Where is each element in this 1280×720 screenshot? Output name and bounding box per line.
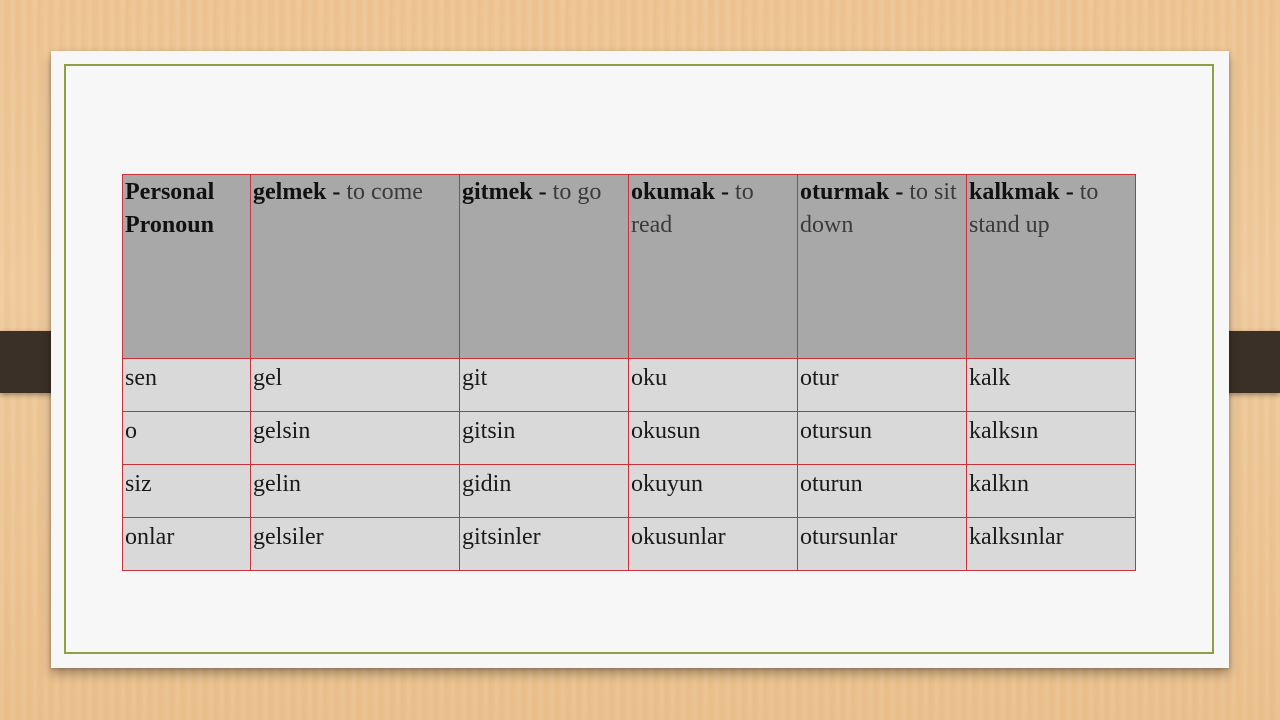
table-cell: git bbox=[460, 359, 629, 412]
table-cell: gelsin bbox=[251, 412, 460, 465]
conjugation-table bbox=[122, 174, 1136, 571]
table-row bbox=[123, 359, 1136, 412]
table-cell: kalkın bbox=[967, 465, 1136, 518]
slide bbox=[51, 51, 1229, 668]
table-cell: gelin bbox=[251, 465, 460, 518]
header-gitmek: gitmek - to go bbox=[460, 175, 629, 359]
table-cell: kalksınlar bbox=[967, 518, 1136, 571]
header-okumak: okumak - to read bbox=[629, 175, 798, 359]
header-oturmak: oturmak - to sit down bbox=[798, 175, 967, 359]
table-cell: gidin bbox=[460, 465, 629, 518]
table-row bbox=[123, 465, 1136, 518]
header-personal-pronoun: Personal Pronoun bbox=[123, 175, 251, 359]
table-cell: o bbox=[123, 412, 251, 465]
table-cell: oku bbox=[629, 359, 798, 412]
table-header-row bbox=[123, 175, 1136, 359]
table-cell: okusun bbox=[629, 412, 798, 465]
table-row bbox=[123, 412, 1136, 465]
table-cell: gel bbox=[251, 359, 460, 412]
header-kalkmak: kalkmak - to stand up bbox=[967, 175, 1136, 359]
header-gelmek: gelmek - to come bbox=[251, 175, 460, 359]
table-cell: otursunlar bbox=[798, 518, 967, 571]
table-cell: okusunlar bbox=[629, 518, 798, 571]
table-row bbox=[123, 518, 1136, 571]
table-cell: gelsiler bbox=[251, 518, 460, 571]
table-cell: kalksın bbox=[967, 412, 1136, 465]
table-cell: oturun bbox=[798, 465, 967, 518]
table-cell: okuyun bbox=[629, 465, 798, 518]
table-cell: otur bbox=[798, 359, 967, 412]
table-cell: sen bbox=[123, 359, 251, 412]
table-cell: siz bbox=[123, 465, 251, 518]
table-cell: onlar bbox=[123, 518, 251, 571]
table-cell: gitsinler bbox=[460, 518, 629, 571]
table-cell: gitsin bbox=[460, 412, 629, 465]
table-cell: otursun bbox=[798, 412, 967, 465]
table-cell: kalk bbox=[967, 359, 1136, 412]
